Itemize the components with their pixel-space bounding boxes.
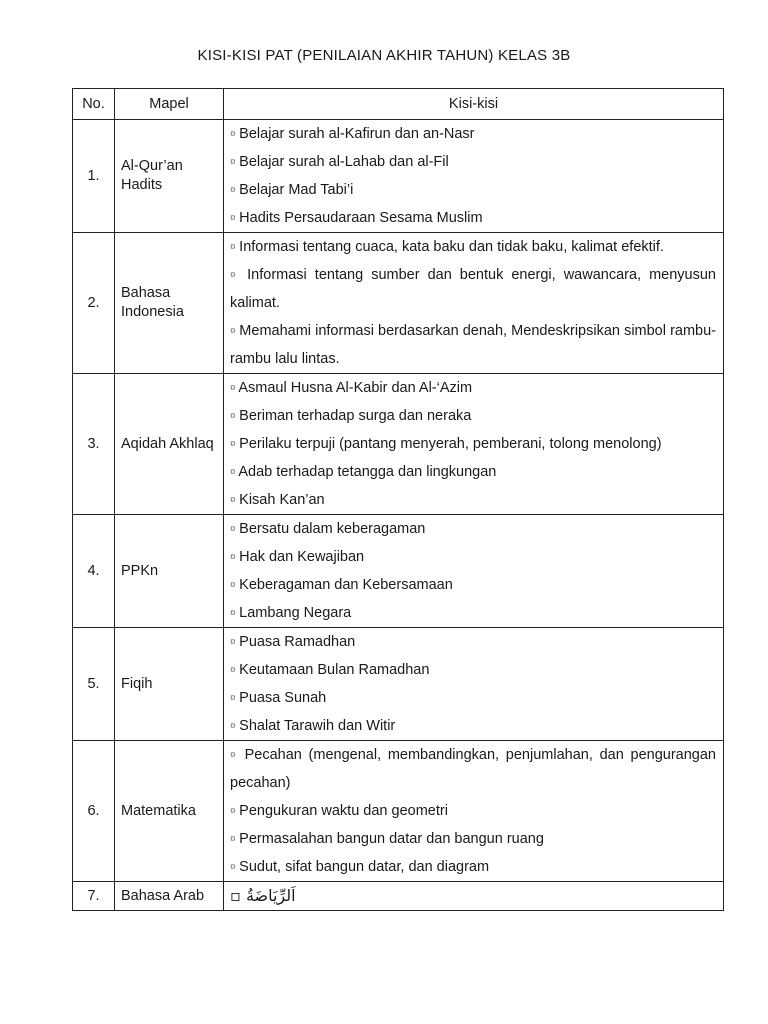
row-number: 3. xyxy=(73,374,115,515)
table-row xyxy=(73,233,724,374)
document-title: KISI-KISI PAT (PENILAIAN AKHIR TAHUN) KELAS 3B xyxy=(197,47,571,64)
row-number: 4. xyxy=(73,515,115,628)
row-subject: Bahasa Arab xyxy=(115,882,224,911)
topic-item: ▫ Puasa Ramadhan xyxy=(230,634,356,650)
topic-item: ▫ Pengukuran waktu dan geometri xyxy=(230,803,448,819)
table-header-row xyxy=(73,89,724,120)
topic-item: ▫ Shalat Tarawih dan Witir xyxy=(230,718,396,734)
topic-item: ▫ Sudut, sifat bangun datar, dan diagram xyxy=(230,859,490,875)
header-mapel: Mapel xyxy=(115,89,224,120)
topic-item: ▫ Belajar Mad Tabi’i xyxy=(230,182,354,198)
kisi-kisi-table xyxy=(72,88,724,911)
row-number: 1. xyxy=(73,120,115,233)
row-topics xyxy=(224,374,724,515)
topic-item: ▫ Adab terhadap tetangga dan lingkungan xyxy=(230,464,497,480)
row-subject: PPKn xyxy=(115,515,224,628)
topic-item: ▫ Informasi tentang cuaca, kata baku dan tidak baku, kalimat efektif. xyxy=(230,239,664,255)
header-kisi-kisi: Kisi-kisi xyxy=(224,89,724,120)
topic-item: ▫ Memahami informasi berdasarkan denah, Mendeskripsikan simbol rambu-rambu lalu lintas. xyxy=(230,323,716,367)
topic-item: ▫ اَلرِّيَاضَةُ xyxy=(230,886,296,905)
topic-item: ▫ Pecahan (mengenal, membandingkan, penjumlahan, dan pengurangan pecahan) xyxy=(230,747,716,791)
topic-item: ▫ Keberagaman dan Kebersamaan xyxy=(230,577,453,593)
table-row xyxy=(73,882,724,911)
header-no: No. xyxy=(73,89,115,120)
row-topics xyxy=(224,882,724,911)
row-subject: Matematika xyxy=(115,741,224,882)
table-row xyxy=(73,374,724,515)
row-subject: Aqidah Akhlaq xyxy=(115,374,224,515)
row-topics xyxy=(224,741,724,882)
table-row xyxy=(73,741,724,882)
row-topics xyxy=(224,628,724,741)
topic-item: ▫ Perilaku terpuji (pantang menyerah, pemberani, tolong menolong) xyxy=(230,436,662,452)
row-number: 6. xyxy=(73,741,115,882)
topic-item: ▫ Belajar surah al-Lahab dan al-Fil xyxy=(230,154,449,170)
topic-item: ▫ Lambang Negara xyxy=(230,605,352,621)
row-subject: Bahasa Indonesia xyxy=(115,233,224,374)
row-number: 5. xyxy=(73,628,115,741)
table-row xyxy=(73,628,724,741)
topic-item: ▫ Puasa Sunah xyxy=(230,690,327,706)
row-number: 2. xyxy=(73,233,115,374)
topic-item: ▫ Hak dan Kewajiban xyxy=(230,549,365,565)
row-number: 7. xyxy=(73,882,115,911)
row-topics xyxy=(224,515,724,628)
topic-item: ▫ Hadits Persaudaraan Sesama Muslim xyxy=(230,210,483,226)
table-row xyxy=(73,120,724,233)
topic-item: ▫ Bersatu dalam keberagaman xyxy=(230,521,426,537)
topic-item: ▫ Beriman terhadap surga dan neraka xyxy=(230,408,472,424)
topic-item: ▫ Informasi tentang sumber dan bentuk energi, wawancara, menyusun kalimat. xyxy=(230,267,716,311)
topic-item: ▫ Permasalahan bangun datar dan bangun ruang xyxy=(230,831,544,847)
row-subject: Al-Qur’an Hadits xyxy=(115,120,224,233)
table-row xyxy=(73,515,724,628)
topic-item: ▫ Asmaul Husna Al-Kabir dan Al-‘Azim xyxy=(230,380,473,396)
topic-item: ▫ Keutamaan Bulan Ramadhan xyxy=(230,662,430,678)
row-topics xyxy=(224,233,724,374)
row-subject: Fiqih xyxy=(115,628,224,741)
topic-item: ▫ Kisah Kan’an xyxy=(230,492,325,508)
topic-item: ▫ Belajar surah al-Kafirun dan an-Nasr xyxy=(230,126,475,142)
row-topics xyxy=(224,120,724,233)
